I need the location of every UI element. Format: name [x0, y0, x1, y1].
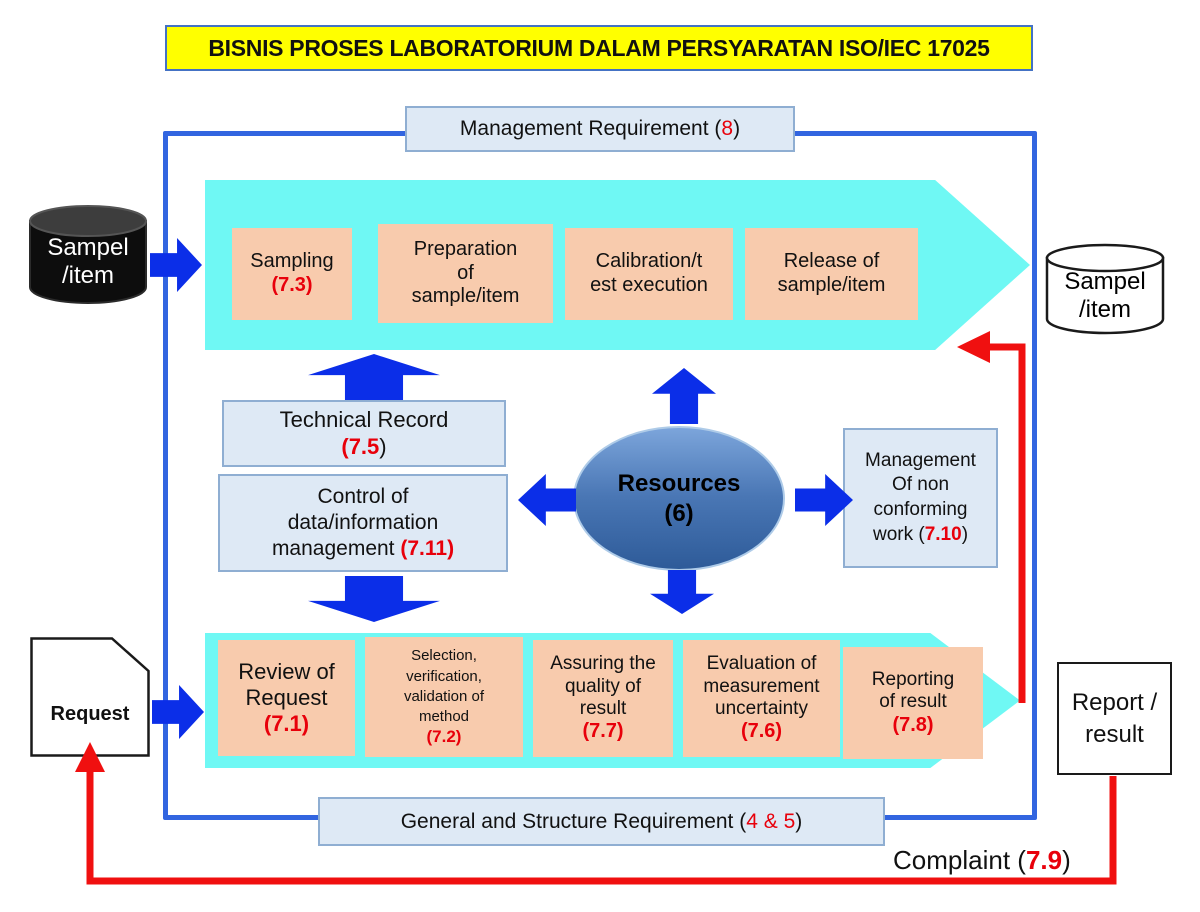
nonconforming-work-close: ) [961, 523, 969, 545]
control-data-text [265, 484, 461, 563]
complaint-close: ) [1062, 844, 1071, 875]
complaint-number: 7.9 [1025, 844, 1063, 875]
sample-in-line1: Sampel [47, 234, 129, 262]
request-shape [30, 637, 150, 757]
report-result-label: Report / result [1071, 689, 1158, 748]
nonconforming-work-text [857, 449, 985, 548]
sample-out-line1: Sampel [1064, 268, 1146, 296]
technical-record-box [222, 400, 506, 467]
step-assuring-quality-code: (7.7) [582, 720, 624, 743]
general-structure-number: 4 & 5 [746, 809, 796, 833]
request-label [30, 671, 150, 757]
step-evaluation-uncertainty-code: (7.6) [740, 720, 783, 743]
management-requirement-banner [405, 106, 795, 152]
sample-out-label [1045, 257, 1165, 335]
nonconforming-work-label: Management Of non conforming work ( [865, 449, 976, 545]
management-requirement-label: Management Requirement ( [459, 117, 722, 140]
nonconforming-work-box [843, 428, 998, 568]
step-selection-method-code: (7.2) [426, 727, 462, 747]
control-data-box [218, 474, 508, 572]
control-data-code: (7.11) [400, 537, 455, 561]
step-preparation [378, 224, 553, 323]
general-structure-requirement-banner [318, 797, 885, 846]
resources-ellipse [573, 426, 785, 571]
step-review-request-label: Review of Request [238, 659, 335, 711]
technical-record-code-red: (7.5 [341, 433, 380, 459]
general-structure-label: General and Structure Requirement ( [400, 809, 747, 833]
general-structure-close: ) [795, 809, 803, 833]
step-selection-method [365, 637, 523, 757]
step-reporting-result [843, 647, 983, 759]
sample-out-cylinder [1045, 243, 1165, 335]
step-sampling-code: (7.3) [271, 274, 313, 296]
nonconforming-work-number: 7.10 [924, 523, 962, 545]
complaint-label [893, 843, 1093, 877]
step-sampling [232, 228, 352, 320]
step-evaluation-uncertainty [683, 640, 840, 757]
step-preparation-label: Preparation of sample/item [411, 238, 520, 308]
request-text: Request [50, 702, 130, 725]
resources-label: Resources [617, 469, 741, 497]
step-selection-method-label: Selection, verification, validation of method [403, 647, 485, 726]
diagram-title-text: BISNIS PROSES LABORATORIUM DALAM PERSYARATAN ISO/IEC 17025 [208, 34, 990, 61]
step-assuring-quality-label: Assuring the quality of result [550, 653, 656, 719]
step-review-request-code: (7.1) [263, 710, 310, 736]
step-review-request [218, 640, 355, 756]
complaint-text: Complaint ( [893, 844, 1026, 875]
technical-record-code [341, 434, 386, 460]
step-evaluation-uncertainty-label: Evaluation of measurement uncertainty [703, 653, 820, 719]
sample-in-line2: /item [61, 262, 114, 289]
sample-in-label [28, 219, 148, 305]
step-calibration-label: Calibration/t est execution [590, 250, 708, 296]
step-release [745, 228, 918, 320]
management-requirement-number: 8 [721, 117, 734, 140]
resources-number: (6) [664, 499, 694, 527]
management-requirement-close: ) [733, 117, 741, 140]
technical-record-label: Technical Record [279, 407, 449, 433]
sample-in-cylinder [28, 205, 148, 305]
step-reporting-result-code: (7.8) [892, 713, 934, 736]
step-sampling-label: Sampling [250, 250, 334, 273]
sample-out-line2: /item [1078, 296, 1131, 323]
control-data-label: Control of data/information management [271, 484, 439, 561]
technical-record-code-close: ) [379, 433, 387, 459]
step-assuring-quality [533, 640, 673, 757]
step-reporting-result-label: Reporting of result [871, 668, 955, 713]
step-release-label: Release of sample/item [777, 250, 886, 296]
step-calibration [565, 228, 733, 320]
report-result-box [1057, 662, 1172, 775]
diagram-title [165, 25, 1033, 71]
